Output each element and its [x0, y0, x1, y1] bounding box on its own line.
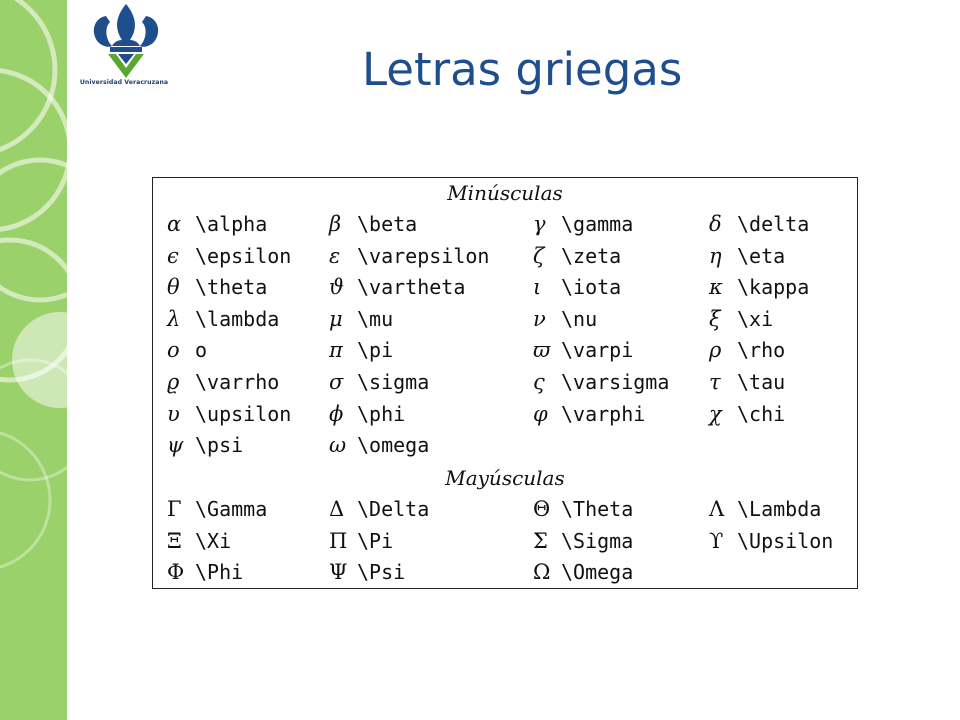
latex-command: \upsilon	[195, 401, 292, 426]
greek-symbol: σ	[329, 370, 344, 394]
greek-letter-entry	[533, 557, 633, 587]
greek-symbol: η	[709, 243, 722, 268]
greek-symbol: ν	[533, 306, 546, 331]
decorative-sidebar	[0, 0, 67, 720]
latex-command: \varrho	[195, 370, 280, 394]
latex-command: \varphi	[561, 401, 646, 426]
latex-command: \varpi	[561, 338, 634, 363]
latex-command: \varsigma	[561, 370, 670, 394]
latex-command: \Gamma	[195, 497, 268, 521]
greek-letter-entry	[709, 526, 833, 556]
greek-symbol: ϱ	[167, 370, 180, 394]
greek-letter-entry	[167, 367, 279, 397]
greek-symbol: γ	[533, 212, 546, 236]
latex-command: \Upsilon	[737, 528, 834, 553]
latex-command: \kappa	[737, 275, 810, 300]
greek-letter-entry	[709, 304, 773, 334]
latex-command: \Pi	[357, 528, 394, 553]
latex-command: \beta	[357, 212, 418, 236]
greek-symbol: α	[167, 212, 182, 236]
greek-letter-entry	[533, 367, 669, 397]
greek-symbol: Σ	[533, 528, 548, 553]
greek-letter-entry	[533, 209, 633, 239]
uppercase-heading: Mayúsculas	[445, 466, 565, 490]
lowercase-heading: Minúsculas	[447, 181, 563, 205]
greek-symbol: ω	[329, 433, 347, 458]
greek-symbol: ϑ	[329, 275, 345, 300]
greek-symbol: ι	[533, 275, 542, 300]
latex-command: \alpha	[195, 212, 268, 236]
latex-command: \delta	[737, 212, 810, 236]
greek-symbol: ψ	[167, 433, 184, 458]
latex-command: \pi	[357, 338, 394, 363]
greek-symbol: Λ	[709, 497, 725, 521]
greek-letter-entry	[709, 335, 785, 365]
greek-letter-entry	[167, 399, 291, 429]
greek-symbol: υ	[167, 401, 180, 426]
latex-command: \omega	[357, 433, 430, 458]
greek-letter-entry	[329, 494, 429, 524]
greek-letter-entry	[533, 399, 645, 429]
greek-symbol: β	[329, 212, 342, 236]
latex-command: \Phi	[195, 560, 244, 585]
greek-symbol: δ	[709, 212, 722, 236]
latex-command: o	[195, 338, 208, 363]
latex-command: \mu	[357, 306, 394, 331]
greek-letter-entry	[167, 430, 243, 460]
greek-symbol: τ	[709, 370, 721, 394]
greek-symbol: o	[167, 338, 180, 363]
greek-letter-entry	[167, 335, 207, 365]
latex-command: \Lambda	[737, 497, 822, 521]
greek-letter-entry	[709, 399, 785, 429]
greek-letter-entry	[329, 272, 465, 302]
greek-symbol: ζ	[533, 243, 545, 268]
greek-symbol: Ξ	[167, 528, 182, 553]
latex-command: \Omega	[561, 560, 634, 585]
greek-letter-entry	[533, 526, 633, 556]
greek-letter-entry	[533, 494, 633, 524]
greek-symbol: θ	[167, 275, 180, 300]
greek-letter-entry	[329, 430, 429, 460]
greek-letter-entry	[329, 241, 489, 271]
latex-command: \eta	[737, 243, 786, 268]
latex-command: \xi	[737, 306, 774, 331]
greek-symbol: Ω	[533, 560, 551, 585]
greek-letter-entry	[709, 494, 821, 524]
greek-symbol: χ	[709, 401, 722, 426]
greek-letter-entry	[329, 557, 405, 587]
latex-command: \phi	[357, 401, 406, 426]
slide-title: Letras griegas	[362, 43, 683, 96]
latex-command: \nu	[561, 306, 598, 331]
latex-command: \sigma	[357, 370, 430, 394]
greek-letter-entry	[709, 209, 809, 239]
greek-letter-entry	[329, 209, 417, 239]
latex-command: \theta	[195, 275, 268, 300]
latex-command: \psi	[195, 433, 244, 458]
greek-symbol: ρ	[709, 338, 722, 363]
greek-letter-entry	[329, 335, 393, 365]
greek-symbol: ϵ	[167, 243, 179, 268]
latex-command: \vartheta	[357, 275, 466, 300]
greek-letter-entry	[167, 494, 267, 524]
latex-command: \lambda	[195, 306, 280, 331]
greek-letter-entry	[167, 304, 279, 334]
greek-symbol: κ	[709, 275, 723, 300]
circles-decoration	[0, 0, 67, 720]
greek-letter-entry	[533, 304, 597, 334]
latex-command: \Sigma	[561, 528, 634, 553]
greek-letter-entry	[329, 304, 393, 334]
greek-symbol: π	[329, 338, 343, 363]
latex-command: \Xi	[195, 528, 232, 553]
greek-letter-entry	[533, 241, 621, 271]
greek-letter-entry	[167, 241, 291, 271]
latex-command: \epsilon	[195, 243, 292, 268]
greek-letter-entry	[167, 272, 267, 302]
greek-symbol: ϖ	[533, 338, 551, 363]
latex-command: \gamma	[561, 212, 634, 236]
greek-symbol: Δ	[329, 497, 345, 521]
greek-symbol: ϒ	[709, 528, 724, 553]
greek-letter-entry	[329, 399, 405, 429]
latex-command: \Psi	[357, 560, 406, 585]
greek-symbol: ϕ	[329, 401, 344, 426]
latex-command: \chi	[737, 401, 786, 426]
greek-symbol: ε	[329, 243, 341, 268]
greek-symbol: ξ	[709, 306, 721, 331]
logo-caption: Universidad Veracruzana	[79, 79, 169, 86]
latex-command: \rho	[737, 338, 786, 363]
greek-letters-table	[152, 177, 858, 589]
greek-symbol: λ	[167, 306, 181, 331]
greek-letter-entry	[533, 272, 621, 302]
greek-symbol: μ	[329, 306, 343, 331]
greek-symbol: Φ	[167, 560, 185, 585]
greek-symbol: φ	[533, 401, 548, 426]
latex-command: \zeta	[561, 243, 622, 268]
greek-letter-entry	[167, 209, 267, 239]
latex-command: \varepsilon	[357, 243, 490, 268]
greek-letter-entry	[167, 526, 231, 556]
latex-command: \Theta	[561, 497, 634, 521]
greek-symbol: Θ	[533, 497, 551, 521]
latex-command: \Delta	[357, 497, 430, 521]
greek-letter-entry	[329, 367, 429, 397]
greek-symbol: Γ	[167, 497, 182, 521]
latex-command: \tau	[737, 370, 786, 394]
greek-letter-entry	[709, 272, 809, 302]
greek-letter-entry	[329, 526, 393, 556]
greek-letter-entry	[533, 335, 633, 365]
latex-command: \iota	[561, 275, 622, 300]
greek-letter-entry	[167, 557, 243, 587]
greek-letter-entry	[709, 241, 785, 271]
greek-symbol: Π	[329, 528, 348, 553]
greek-letter-entry	[709, 367, 785, 397]
greek-symbol: ς	[533, 370, 545, 394]
greek-symbol: Ψ	[329, 560, 348, 585]
